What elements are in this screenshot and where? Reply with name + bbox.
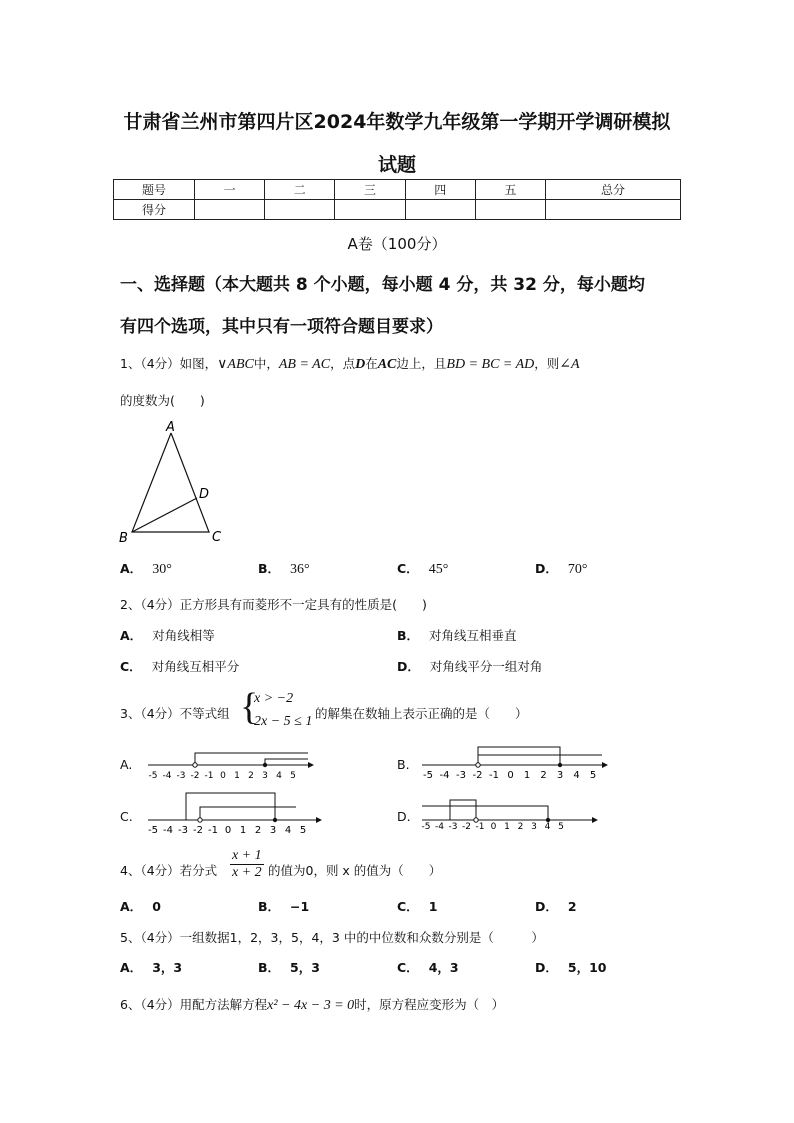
option-letter: D． [535, 561, 558, 576]
math-expression: AB = AC [278, 357, 331, 372]
option-value: 对角线互相平分 [151, 659, 240, 674]
option-value: 45° [428, 562, 449, 577]
question-3-prefix: 3、（4分）不等式组 [120, 706, 230, 721]
q1-text: 中， [253, 356, 279, 371]
triangle-outline [132, 433, 209, 532]
axis-tick-label: 3 [262, 771, 268, 780]
table-cell: 五 [475, 180, 545, 200]
segment-bd [132, 498, 197, 532]
q2-option-a[interactable] [120, 626, 215, 644]
option-value: 1 [428, 899, 438, 914]
axis-tick-labels [148, 825, 306, 835]
math-variable: AC [377, 357, 397, 372]
q6-text: 6、（4分）用配方法解方程 [120, 997, 268, 1012]
score-table-score-row [114, 200, 681, 220]
q3-option-a-label[interactable]: A. [120, 757, 133, 772]
q3-option-d-label[interactable]: D. [397, 809, 411, 824]
q5-option-a[interactable] [120, 958, 192, 976]
option-letter: C． [120, 659, 142, 674]
table-cell: 四 [405, 180, 475, 200]
axis-tick-label: 4 [544, 822, 551, 832]
axis-tick-label: 5 [558, 822, 564, 832]
label-b: B [119, 531, 128, 546]
option-letter: C． [397, 960, 419, 975]
table-cell: 二 [265, 180, 335, 200]
axis-tick-label: 2 [248, 771, 254, 780]
axis-tick-label: -5 [148, 771, 158, 780]
q1-option-a[interactable] [120, 559, 172, 578]
score-table [113, 179, 681, 220]
option-value: 5，3 [290, 960, 320, 975]
axis-tick-label: -3 [448, 822, 458, 832]
axis-tick-label: -1 [489, 770, 499, 780]
option-value: 对角线相等 [152, 628, 215, 643]
axis-tick-label: -1 [204, 771, 214, 780]
triangle-symbol: ∨ABC [217, 357, 254, 372]
q2-option-d[interactable] [397, 657, 542, 675]
q1-option-c[interactable] [397, 559, 448, 578]
table-cell: 一 [195, 180, 265, 200]
axis-tick-label: -4 [435, 822, 444, 832]
question-4-prefix: 4、（4分）若分式 [120, 863, 218, 878]
q1-option-d[interactable] [535, 559, 588, 578]
axis-tick-label: 0 [507, 770, 514, 780]
axis-tick-label: 3 [556, 770, 564, 780]
axis-tick-label: -5 [148, 825, 158, 835]
option-letter: A． [120, 561, 143, 576]
angle-symbol: ∠A [559, 357, 580, 372]
score-input-cell[interactable] [405, 200, 475, 220]
q6-text: 时，原方程应变形为（ ） [354, 997, 505, 1012]
inequality-1: x > −2 [254, 691, 294, 706]
question-1 [120, 354, 580, 373]
q3-option-c-label[interactable]: C. [120, 809, 133, 824]
axis-tick-label: -2 [462, 822, 471, 832]
number-line-d[interactable] [420, 798, 600, 834]
axis-tick-label: 3 [531, 822, 537, 832]
question-3-suffix: 的解集在数轴上表示正确的是（ ） [315, 706, 528, 721]
axis-tick-label: -3 [456, 770, 466, 780]
option-letter: B． [258, 960, 281, 975]
option-letter: D． [397, 659, 420, 674]
axis-tick-label: -3 [178, 825, 188, 835]
option-value: 36° [290, 562, 310, 577]
axis-tick-label: -4 [439, 770, 450, 780]
axis-tick-label: 5 [290, 771, 296, 780]
option-letter: B． [258, 899, 281, 914]
number-line-c[interactable] [146, 790, 326, 835]
table-cell: 三 [335, 180, 405, 200]
q1-option-b[interactable] [258, 559, 310, 578]
axis-tick-label: -4 [162, 771, 172, 780]
fraction-numerator: x + 1 [232, 848, 262, 863]
page-title-line2: 试题 [377, 154, 416, 176]
q1-text: ，点 [330, 356, 356, 371]
axis-tick-label: 2 [517, 822, 524, 832]
option-value: 70° [567, 562, 588, 577]
axis-tick-label: 5 [589, 770, 597, 780]
label-d: D [199, 487, 210, 502]
question-5: 5、（4分）一组数据1，2，3，5，4，3 中的中位数和众数分别是（ ） [120, 930, 544, 945]
q5-option-d[interactable] [535, 958, 616, 976]
q4-option-b[interactable] [258, 897, 319, 915]
page-title: 甘肃省兰州市第四片区2024年数学九年级第一学期开学调研模拟 [123, 111, 671, 133]
axis-tick-label: 0 [224, 825, 232, 835]
option-letter: B． [258, 561, 281, 576]
axis-tick-label: 2 [254, 825, 262, 835]
axis-tick-label: -5 [421, 822, 431, 832]
math-expression: BD = BC = AD [446, 357, 535, 372]
axis-tick-label: -3 [176, 771, 186, 780]
option-value: 30° [152, 562, 172, 577]
option-letter: A． [120, 628, 143, 643]
axis-tick-label: 0 [220, 771, 226, 780]
score-table-header-row [114, 180, 681, 200]
q1-text: 边上，且 [396, 356, 447, 371]
axis-tick-label: 1 [239, 825, 247, 835]
q1-text: 1、（4分）如图， [120, 356, 218, 371]
axis-tick-label: 4 [284, 825, 292, 835]
option-value: 0 [152, 899, 161, 914]
q5-option-b[interactable] [258, 958, 330, 976]
axis-tick-label: 0 [490, 822, 497, 832]
axis-tick-labels [149, 771, 296, 780]
q5-option-c[interactable] [397, 958, 469, 976]
option-value: 2 [567, 899, 577, 914]
system-brace: { [240, 686, 259, 728]
fraction-denominator: x + 2 [232, 865, 262, 880]
axis-tick-labels [423, 770, 596, 780]
number-line-a[interactable] [146, 745, 316, 780]
option-value: 对角线平分一组对角 [429, 659, 543, 674]
axis-tick-label: -1 [475, 822, 485, 832]
axis-tick-label: 1 [234, 771, 240, 780]
option-letter: D． [535, 960, 558, 975]
math-equation: x² − 4x − 3 = 0 [267, 998, 355, 1013]
inequality-2: 2x − 5 ≤ 1 [254, 714, 313, 729]
fraction [230, 848, 264, 881]
score-input-cell[interactable] [475, 200, 545, 220]
option-letter: B． [397, 628, 420, 643]
option-value: −1 [290, 899, 310, 914]
option-value: 4，3 [428, 960, 459, 975]
option-letter: C． [397, 561, 419, 576]
axis-tick-label: 1 [523, 770, 531, 780]
axis-tick-label: 5 [299, 825, 307, 835]
q4-option-d[interactable] [535, 897, 587, 915]
math-variable: D [355, 357, 366, 372]
axis-tick-label: 1 [504, 822, 510, 832]
section-heading: 一、选择题（本大题共 8 个小题，每小题 4 分，共 32 分，每小题均 [120, 275, 645, 295]
axis-tick-label: 4 [276, 771, 282, 780]
axis-tick-label: -5 [423, 770, 433, 780]
option-value: 3，3 [152, 960, 183, 975]
axis-tick-label: -1 [208, 825, 218, 835]
axis-tick-label: -2 [193, 825, 203, 835]
axis-tick-label: 2 [540, 770, 547, 780]
q1-text: ，则 [534, 356, 560, 371]
option-letter: C． [397, 899, 419, 914]
question-1-line2: 的度数为( ) [120, 393, 205, 408]
axis-tick-label: 4 [573, 770, 580, 780]
question-4-suffix: 的值为0，则 x 的值为（ ） [268, 863, 442, 878]
table-cell: 总分 [546, 180, 681, 200]
score-input-cell[interactable] [195, 200, 265, 220]
axis-tick-label: 3 [269, 825, 277, 835]
option-value: 对角线互相垂直 [429, 628, 517, 643]
label-c: C [212, 530, 222, 545]
table-cell: 得分 [114, 200, 195, 220]
q4-option-a[interactable] [120, 897, 171, 915]
option-letter: D． [535, 899, 558, 914]
label-a: A [166, 420, 175, 435]
axis-tick-label: -4 [163, 825, 173, 835]
q3-option-b-label[interactable]: B. [397, 757, 410, 772]
question-6 [120, 995, 504, 1014]
score-input-cell[interactable] [335, 200, 405, 220]
q2-option-c[interactable] [120, 657, 239, 675]
table-cell: 题号 [114, 180, 195, 200]
volume-title: A卷（100分） [347, 235, 447, 253]
axis-tick-label: -2 [190, 771, 200, 780]
axis-tick-label: -2 [472, 770, 483, 780]
score-input-cell[interactable] [546, 200, 681, 220]
section-heading-line2: 有四个选项，其中只有一项符合题目要求） [120, 317, 443, 337]
score-input-cell[interactable] [265, 200, 335, 220]
q2-option-b[interactable] [397, 626, 517, 644]
option-letter: A． [120, 899, 143, 914]
axis-tick-labels [422, 822, 564, 832]
question-2: 2、（4分）正方形具有而菱形不一定具有的性质是( ) [120, 597, 427, 612]
q1-text: 在 [365, 356, 378, 371]
option-value: 5，10 [567, 960, 607, 975]
triangle-figure [110, 415, 240, 550]
number-line-b[interactable] [420, 740, 610, 780]
option-letter: A． [120, 960, 143, 975]
q4-option-c[interactable] [397, 897, 447, 915]
